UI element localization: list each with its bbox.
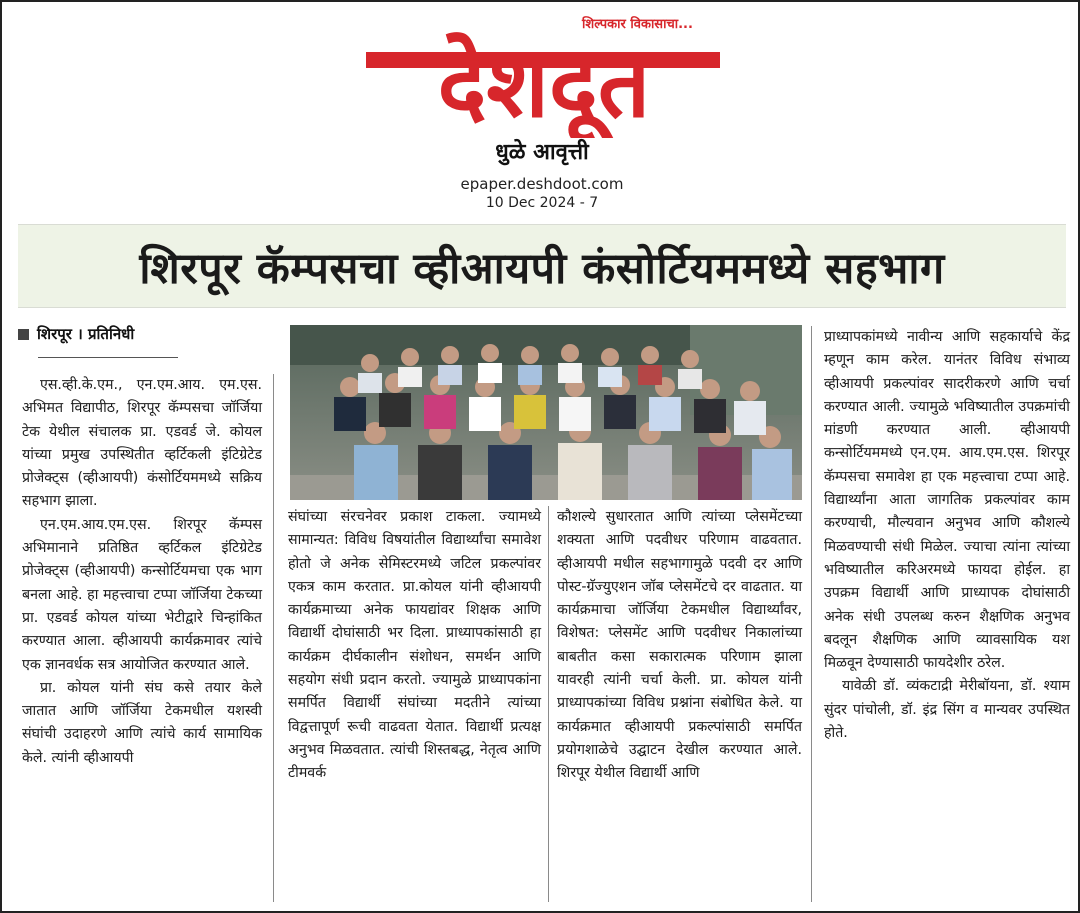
dateline-rule xyxy=(38,357,178,358)
square-bullet-icon xyxy=(18,329,29,340)
date-page: 10 Dec 2024 - 7 xyxy=(485,195,599,211)
column-divider xyxy=(811,326,812,902)
dateline-text: शिरपूर । प्रतिनिधी xyxy=(37,325,135,343)
group-photo xyxy=(290,325,802,500)
paragraph: एस.व्ही.के.एम., एन.एम.आय. एम.एस. अभिमत विद्यापीठ, शिरपूर कॅम्पसचा जॉर्जिया टेक येथील संचालक प्रा. एडवर्ड जे. कोयल यांच्या प्रमुख उपस्थितीत व्हर्टिकली इंटिग्रेटेड प्रोजेक्ट्स (व्हीआयपी) कंसोर्टियममध्ये सक्रिय सहभाग झाला. xyxy=(22,377,262,510)
edition-label: धुळे आवृत्ती xyxy=(495,140,589,165)
article-column-1 xyxy=(22,374,262,770)
paragraph: एन.एम.आय.एम.एस. शिरपूर कॅम्पस अभिमानाने प्रतिष्ठित व्हर्टिकल इंटिग्रेटेड प्रोजेक्ट्स (व्हीआयपी) कन्सोर्टियमचा एक भाग बनला आहे. हा महत्त्वाचा टप्पा जॉर्जिया टेकच्या प्रा. एडवर्ड कोयल यांच्या भेटीद्वारे चिन्हांकित करण्यात आला. व्हीआयपी कार्यक्रमावर त्यांचे एक ज्ञानवर्धक सत्र आयोजित करण्यात आले. xyxy=(22,516,262,673)
dateline xyxy=(18,324,134,344)
article-headline: शिरपूर कॅम्पसचा व्हीआयपी कंसोर्टियममध्ये सहभाग xyxy=(18,224,1066,308)
article-column-4 xyxy=(824,326,1070,745)
article-column-3 xyxy=(557,506,802,786)
column-divider xyxy=(548,506,549,902)
paragraph: प्राध्यापकांमध्ये नावीन्य आणि सहकार्याचे केंद्र म्हणून काम करेल. यानंतर विविध संभाव्य व्हीआयपी प्रकल्पांवर सादरीकरणे आणि चर्चा करण्यात आली. ज्यामुळे भविष्यातील उपक्रमांची मांडणी करण्यात आली. व्हीआयपी कन्सोर्टियममध्ये एन.एम. आय.एम.एस. शिरपूर कॅम्पसचा समावेश हा एक महत्त्वाचा टप्पा आहे. विद्यार्थ्यांना आता जागतिक प्रकल्पांवर काम करण्याची, मौल्यवान अनुभव आणि कौशल्ये मिळवण्याची संधी मिळेल. ज्याचा त्यांना त्यांच्या भविष्यातील करिअरमध्ये फायदा होईल. हा उपक्रम विद्यार्थी आणि प्राध्यापक दोघांसाठी अनेक संधी उपलब्ध करुन शैक्षणिक अनुभव बदलून शैक्षणिक आणि व्यावसायिक यश मिळवून देण्यासाठी फायदेशीर ठरेल. xyxy=(824,329,1070,672)
logo-wordmark: देशदूत xyxy=(437,31,651,138)
paragraph: प्रा. कोयल यांनी संघ कसे तयार केले जातात आणि जॉर्जिया टेकमधील यशस्वी संघांची उदाहरणे आणि त्यांचे कार्य सामायिक केले. त्यांनी व्हीआयपी xyxy=(22,679,262,766)
paragraph: यावेळी डॉ. व्यंकटाद्री मेरीबॉयना, डॉ. श्याम सुंदर पांचोली, डॉ. इंद्र सिंग व मान्यवर उपस्थित होते. xyxy=(824,678,1070,742)
epaper-url: epaper.deshdoot.com xyxy=(460,175,624,193)
masthead-tagline: शिल्पकार विकासाचा... xyxy=(582,17,693,32)
paragraph: कौशल्ये सुधारतात आणि त्यांच्या प्लेसमेंटच्या शक्यता आणि पदवीधर परिणाम वाढवतात. व्हीआयपी मधील सहभागामुळे पदवी दर आणि पोस्ट-ग्रॅज्युएशन जॉब प्लेसमेंटचे दर वाढतात. या कार्यक्रमाचा जॉर्जिया टेकमधील विद्यार्थ्यांवर, विशेषत: प्लेसमेंट आणि पदवीधर निकालांच्या बाबतीत कसा सकारात्मक परिणाम झाला यावरही त्यांनी चर्चा केली. प्रा. कोयल यांनी प्राध्यापकांच्या विविध प्रश्नांना संबोधित केले. या कार्यक्रमात व्हीआयपी प्रकल्पांसाठी समर्पित प्रयोगशाळेचे उद्घाटन देखील करण्यात आले. शिरपूर येथील विद्यार्थी आणि xyxy=(557,509,802,782)
masthead xyxy=(2,2,1080,217)
article-column-2 xyxy=(288,506,541,786)
column-divider xyxy=(273,374,274,902)
paragraph: संघांच्या संरचनेवर प्रकाश टाकला. ज्यामध्ये सामान्यत: विविध विषयांतील विद्यार्थ्यांचा समावेश होतो जे अनेक सेमिस्टरमध्ये जटिल प्रकल्पांवर एकत्र काम करतात. प्रा.कोयल यांनी व्हीआयपी कार्यक्रमाच्या अनेक फायद्यांवर शिक्षक आणि विद्यार्थी दोघांसाठी भर दिला. प्राध्यापकांसाठी हा कार्यक्रम दीर्घकालीन संशोधन, समर्थन आणि सहयोग संधी प्रदान करतो. ज्यामुळे प्राध्यापकांना समर्पित विद्यार्थी संघांच्या मदतीने त्यांच्या विद्वत्तापूर्ण रूची वाढवता येतात. विद्यार्थी प्रत्यक्ष अनुभव मिळवतात. त्यांची शिस्तबद्ध, नेतृत्व आणि टीमवर्क xyxy=(288,509,541,782)
